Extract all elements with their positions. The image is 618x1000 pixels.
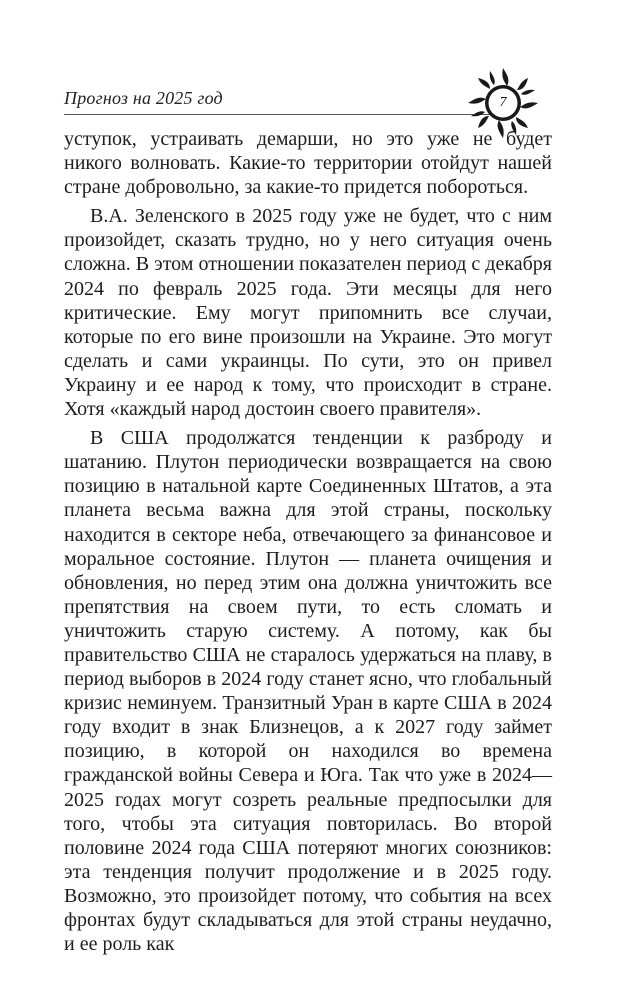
body-text: [64, 127, 552, 961]
header-rule: [64, 114, 500, 115]
running-title: Прогноз на 2025 год: [64, 88, 223, 108]
paragraph: В США продолжатся тенденции к разброду и шатанию. Плутон периодически возвращается на свою позицию в натальной карте Соединенных Штатов, а эта планета весьма важна для этой страны, поскольку находится в секторе неба, отвечающего за финансовое и моральное состояние. Плутон — планета очищения и обновления, но перед этим она должна уничтожить все препятствия на своем пути, то есть сломать и уничтожить старую систему. А потому, как бы правительство США не старалось удержаться на плаву, в период выборов в 2024 году станет ясно, что глобальный кризис неминуем. Транзитный Уран в карте США в 2024 году входит в знак Близнецов, а к 2027 году займет позицию, в которой он находился во времена гражданской войны Севера и Юга. Так что уже в 2024—2025 годах могут созреть реальные предпосылки для того, чтобы эта ситуация повторилась. Во второй половине 2024 года США потеряют многих союзников: эта тенденция получит продолжение и в 2025 году. Возможно, это произойдет потому, что события на всех фронтах будут складываться для этой страны неудачно, и ее роль как: [64, 427, 552, 956]
paragraph: В.А. Зеленского в 2025 году уже не будет, что с ним произойдет, сказать трудно, но у него ситуация очень сложна. В этом отношении показателен период с декабря 2024 по февраль 2025 года. Эти месяцы для него критические. Ему могут припомнить все случаи, которые по его вине произошли на Украине. Это могут сделать и сами украинцы. По сути, это он привел Украину и ее народ к тому, что происходит в стране. Хотя «каждый народ достоин своего правителя».: [64, 205, 552, 421]
page-number: 7: [499, 95, 507, 110]
paragraph: уступок, устраивать демарши, но это уже не будет никого волновать. Какие-то территории отойдут нашей стране добровольно, за какие-то придется побороться.: [64, 128, 552, 199]
